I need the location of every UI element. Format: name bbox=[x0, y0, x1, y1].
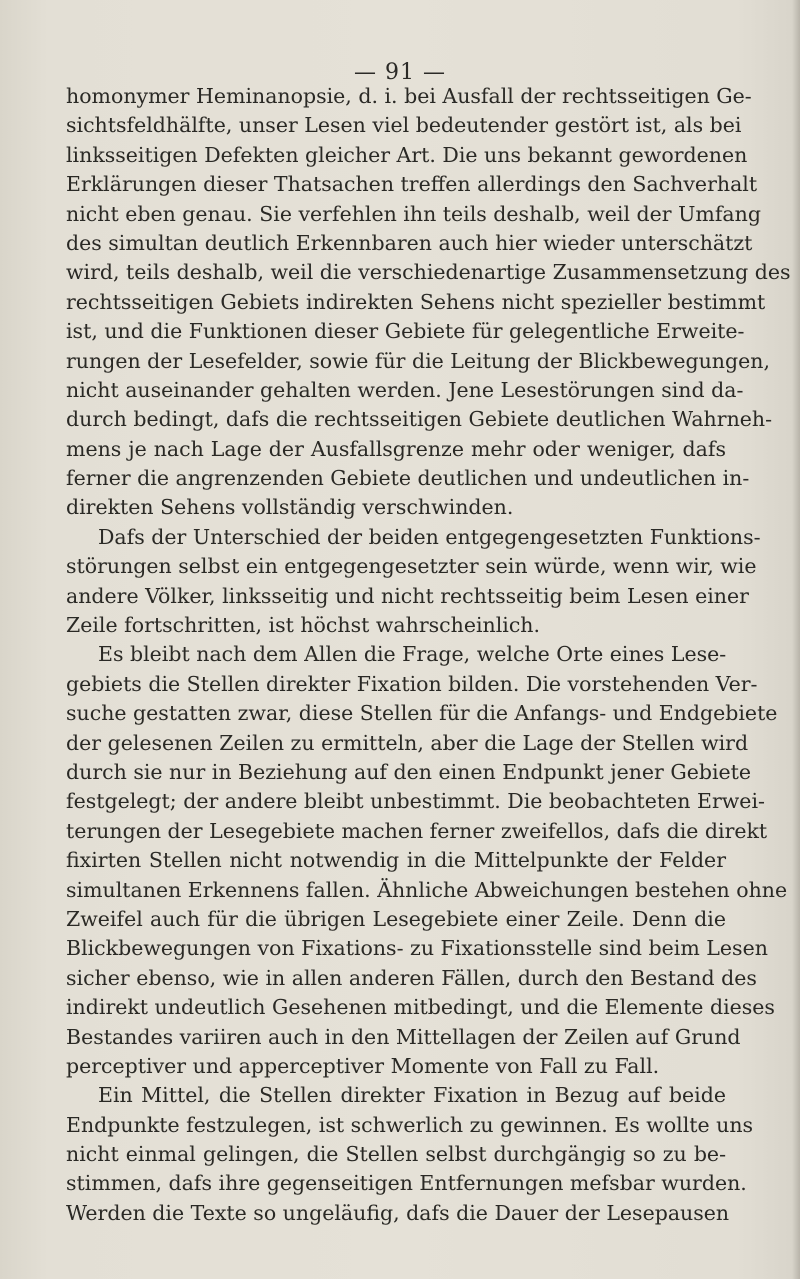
text-line: Zeile fortschritten, ist höchst wahrscheinlich. bbox=[66, 613, 541, 638]
text-line: perceptiver und apperceptiver Momente von Fall zu Fall. bbox=[66, 1053, 660, 1078]
text-line: festgelegt; der andere bleibt unbestimmt. Die beobachteten Erwei- bbox=[66, 789, 765, 814]
text-line: rungen der Lesefelder, sowie für die Leitung der Blickbewegungen, bbox=[66, 348, 770, 373]
text-line: Werden die Texte so ungeläufig, dafs die Dauer der Lesepausen bbox=[66, 1200, 730, 1225]
text-line: indirekt undeutlich Gesehenen mitbedingt, und die Elemente dieses bbox=[66, 995, 775, 1020]
text-line: sichtsfeldhälfte, unser Lesen viel bedeutender gestört ist, als bei bbox=[66, 113, 742, 138]
text-line: störungen selbst ein entgegengesetzter sein würde, wenn wir, wie bbox=[66, 554, 757, 579]
text-line: des simultan deutlich Erkennbaren auch hier wieder unterschätzt bbox=[66, 230, 753, 255]
text-line: Es bleibt nach dem Allen die Frage, welche Orte eines Lese- bbox=[98, 642, 727, 667]
text-line: terungen der Lesegebiete machen ferner zweifellos, dafs die direkt bbox=[66, 818, 768, 843]
text-line: stimmen, dafs ihre gegenseitigen Entfernungen mefsbar wurden. bbox=[66, 1171, 747, 1196]
text-line: simultanen Erkennens fallen. Ähnliche Abweichungen bestehen ohne bbox=[66, 877, 788, 902]
text-line: wird, teils deshalb, weil die verschiedenartige Zusammensetzung des bbox=[66, 260, 791, 285]
text-line: der gelesenen Zeilen zu ermitteln, aber die Lage der Stellen wird bbox=[66, 730, 749, 755]
text-line: nicht eben genau. Sie verfehlen ihn teils deshalb, weil der Umfang bbox=[66, 201, 761, 226]
text-line: Dafs der Unterschied der beiden entgegengesetzten Funktions- bbox=[98, 524, 761, 549]
text-line: Erklärungen dieser Thatsachen treffen allerdings den Sachverhalt bbox=[66, 172, 758, 197]
text-line: nicht einmal gelingen, die Stellen selbst durchgängig so zu be- bbox=[66, 1142, 726, 1167]
text-line: Blickbewegungen von Fixations- zu Fixationsstelle sind beim Lesen bbox=[66, 936, 768, 961]
text-line: mens je nach Lage der Ausfallsgrenze mehr oder weniger, dafs bbox=[66, 436, 726, 461]
text-line: sicher ebenso, wie in allen anderen Fällen, durch den Bestand des bbox=[66, 965, 757, 990]
text-line: ferner die angrenzenden Gebiete deutlichen und undeutlichen in- bbox=[66, 466, 750, 491]
text-line: ist, und die Funktionen dieser Gebiete für gelegentliche Erweite- bbox=[66, 319, 745, 344]
text-line: Endpunkte festzulegen, ist schwerlich zu gewinnen. Es wollte uns bbox=[66, 1112, 754, 1137]
text-line: andere Völker, linksseitig und nicht rechtsseitig beim Lesen einer bbox=[66, 583, 749, 608]
page-number: — 91 — bbox=[354, 60, 446, 85]
text-line: linksseitigen Defekten gleicher Art. Die uns bekannt gewordenen bbox=[66, 142, 748, 167]
body-text bbox=[66, 82, 791, 1228]
text-line: direkten Sehens vollständig verschwinden. bbox=[66, 495, 514, 520]
text-line: nicht auseinander gehalten werden. Jene Lesestörungen sind da- bbox=[66, 377, 744, 402]
text-line: homonymer Heminanopsie, d. i. bei Ausfall der rechtsseitigen Ge- bbox=[66, 84, 752, 108]
text-line: Bestandes variiren auch in den Mittellagen der Zeilen auf Grund bbox=[66, 1024, 741, 1049]
text-line: durch bedingt, dafs die rechtsseitigen Gebiete deutlichen Wahrneh- bbox=[66, 407, 773, 432]
page-edge-shadow bbox=[792, 0, 800, 1279]
text-line: rechtsseitigen Gebiets indirekten Sehens nicht spezieller bestimmt bbox=[66, 289, 766, 314]
text-line: Ein Mittel, die Stellen direkter Fixation in Bezug auf beide bbox=[98, 1083, 726, 1108]
text-line: fixirten Stellen nicht notwendig in die Mittelpunkte der Felder bbox=[66, 848, 726, 873]
text-line: durch sie nur in Beziehung auf den einen Endpunkt jener Gebiete bbox=[66, 759, 752, 784]
text-line: suche gestatten zwar, diese Stellen für die Anfangs- und Endgebiete bbox=[66, 701, 778, 726]
text-line: gebiets die Stellen direkter Fixation bilden. Die vorstehenden Ver- bbox=[66, 671, 758, 696]
text-line: Zweifel auch für die übrigen Lesegebiete einer Zeile. Denn die bbox=[66, 906, 726, 931]
